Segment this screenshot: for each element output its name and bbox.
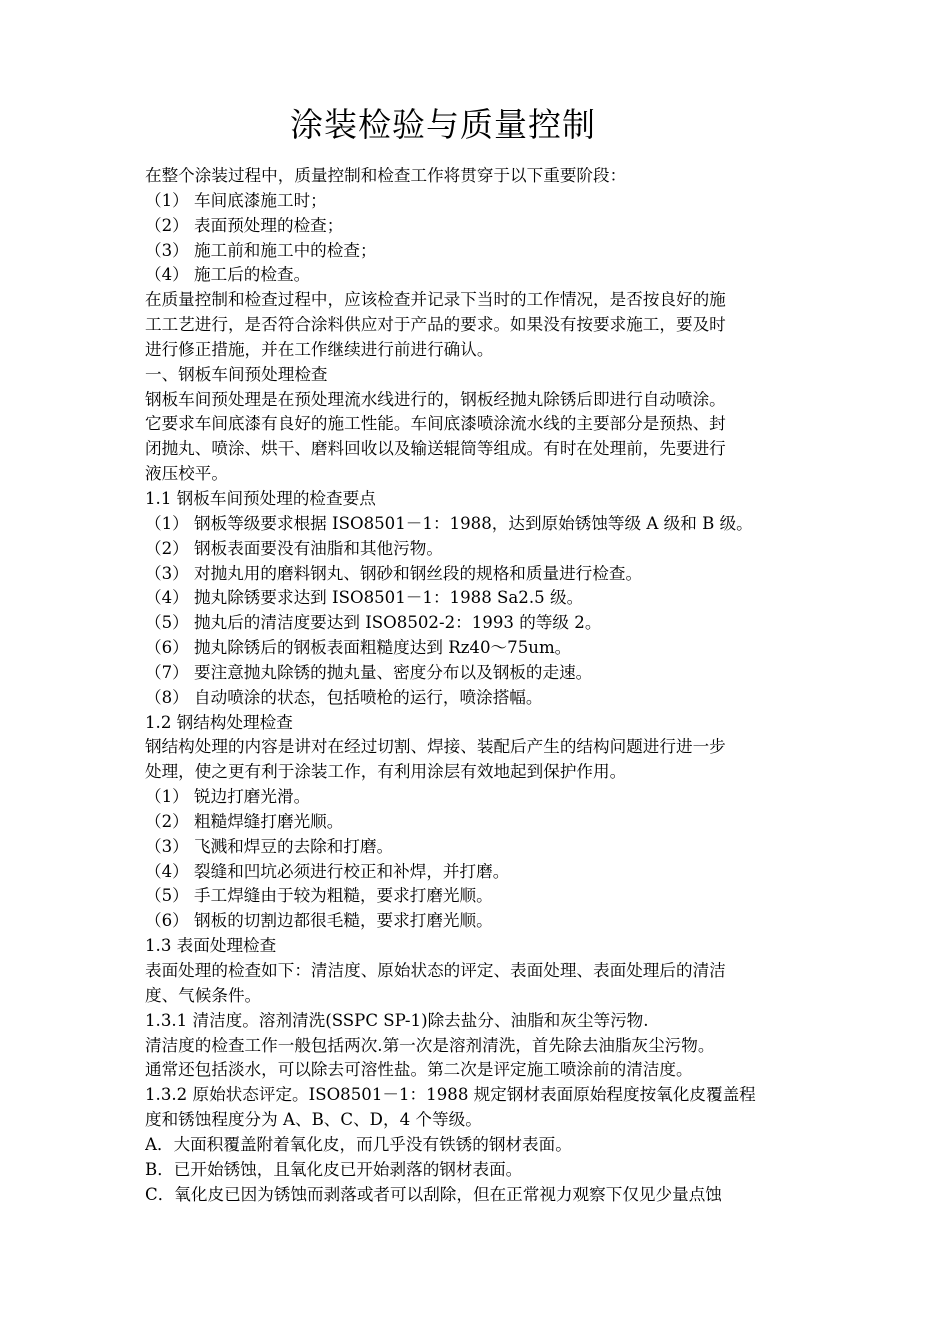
list-item: （1） 钢板等级要求根据 ISO8501－1：1988，达到原始锈蚀等级 A 级和 B 级。 xyxy=(145,513,753,533)
list-item: （2） 粗糙焊缝打磨光顺。 xyxy=(145,811,344,831)
list-item: （3） 飞溅和焊豆的去除和打磨。 xyxy=(145,836,394,856)
text-line: 处理，使之更有利于涂装工作，有利用涂层有效地起到保护作用。 xyxy=(145,762,627,782)
section-heading: 一、钢板车间预处理检查 xyxy=(145,364,328,384)
text-line: 1.3.1 清洁度。溶剂清洗(SSPC SP-1)除去盐分、油脂和灰尘等污物. xyxy=(145,1010,649,1030)
text-line: 在整个涂装过程中，质量控制和检查工作将贯穿于以下重要阶段： xyxy=(145,166,627,185)
list-item: （6） 抛丸除锈后的钢板表面粗糙度达到 Rz40～75um。 xyxy=(145,638,572,658)
section-heading: 1.2 钢结构处理检查 xyxy=(145,712,293,732)
text-line: 度、气候条件。 xyxy=(145,985,262,1005)
text-line: 度和锈蚀程度分为 A、B、C、D，4 个等级。 xyxy=(145,1110,482,1130)
list-item: （2） 表面预处理的检查； xyxy=(145,215,344,235)
list-item: （5） 手工焊缝由于较为粗糙，要求打磨光顺。 xyxy=(145,886,493,906)
text-line: 钢板车间预处理是在预处理流水线进行的，钢板经抛丸除锈后即进行自动喷涂。 xyxy=(145,389,726,409)
list-item: （4） 抛丸除锈要求达到 ISO8501－1：1988 Sa2.5 级。 xyxy=(145,588,584,608)
list-item: （2） 钢板表面要没有油脂和其他污物。 xyxy=(145,538,443,558)
text-line: 进行修正措施，并在工作继续进行前进行确认。 xyxy=(145,339,494,359)
list-item: （3） 对抛丸用的磨料钢丸、钢砂和钢丝段的规格和质量进行检查。 xyxy=(145,563,643,583)
list-item: （4） 施工后的检查。 xyxy=(145,265,311,285)
list-item: （6） 钢板的切割边都很毛糙，要求打磨光顺。 xyxy=(145,911,493,931)
text-line: 1.3.2 原始状态评定。ISO8501－1：1988 规定钢材表面原始程度按氧化皮覆盖程 xyxy=(145,1085,756,1105)
list-item: A．大面积覆盖附着氧化皮，而几乎没有铁锈的钢材表面。 xyxy=(145,1134,572,1154)
list-item: （1） 车间底漆施工时； xyxy=(145,190,327,210)
text-line: 工工艺进行，是否符合涂料供应对于产品的要求。如果没有按要求施工，要及时 xyxy=(145,315,726,335)
text-line: 液压校平。 xyxy=(145,464,228,484)
list-item: B．已开始锈蚀，且氧化皮已开始剥落的钢材表面。 xyxy=(145,1159,523,1179)
text-line: 通常还包括淡水，可以除去可溶性盐。第二次是评定施工喷涂前的清洁度。 xyxy=(145,1060,693,1080)
list-item: C．氧化皮已因为锈蚀而剥落或者可以刮除，但在正常视力观察下仅见少量点蚀 xyxy=(145,1184,722,1204)
text-line: 它要求车间底漆有良好的施工性能。车间底漆喷涂流水线的主要部分是预热、封 xyxy=(145,414,726,434)
text-line: 钢结构处理的内容是讲对在经过切割、焊接、装配后产生的结构问题进行进一步 xyxy=(145,737,726,757)
text-line: 清洁度的检查工作一般包括两次.第一次是溶剂清洗，首先除去油脂灰尘污物。 xyxy=(145,1035,715,1055)
list-item: （8） 自动喷涂的状态，包括喷枪的运行，喷涂搭幅。 xyxy=(145,687,543,707)
text-line: 在质量控制和检查过程中，应该检查并记录下当时的工作情况，是否按良好的施 xyxy=(145,290,726,310)
list-item: （7） 要注意抛丸除锈的抛丸量、密度分布以及钢板的走速。 xyxy=(145,662,593,682)
list-item: （4） 裂缝和凹坑必须进行校正和补焊，并打磨。 xyxy=(145,861,510,881)
document-body xyxy=(145,164,810,1207)
list-item: （1） 锐边打磨光滑。 xyxy=(145,787,311,807)
list-item: （3） 施工前和施工中的检查； xyxy=(145,240,377,260)
document-title: 涂装检验与质量控制 xyxy=(290,105,596,144)
section-heading: 1.3 表面处理检查 xyxy=(145,936,277,956)
text-line: 闭抛丸、喷涂、烘干、磨料回收以及输送辊筒等组成。有时在处理前，先要进行 xyxy=(145,439,726,459)
list-item: （5） 抛丸后的清洁度要达到 ISO8502-2：1993 的等级 2。 xyxy=(145,613,602,633)
text-line: 表面处理的检查如下：清洁度、原始状态的评定、表面处理、表面处理后的清洁 xyxy=(145,961,726,980)
section-heading: 1.1 钢板车间预处理的检查要点 xyxy=(145,488,376,508)
